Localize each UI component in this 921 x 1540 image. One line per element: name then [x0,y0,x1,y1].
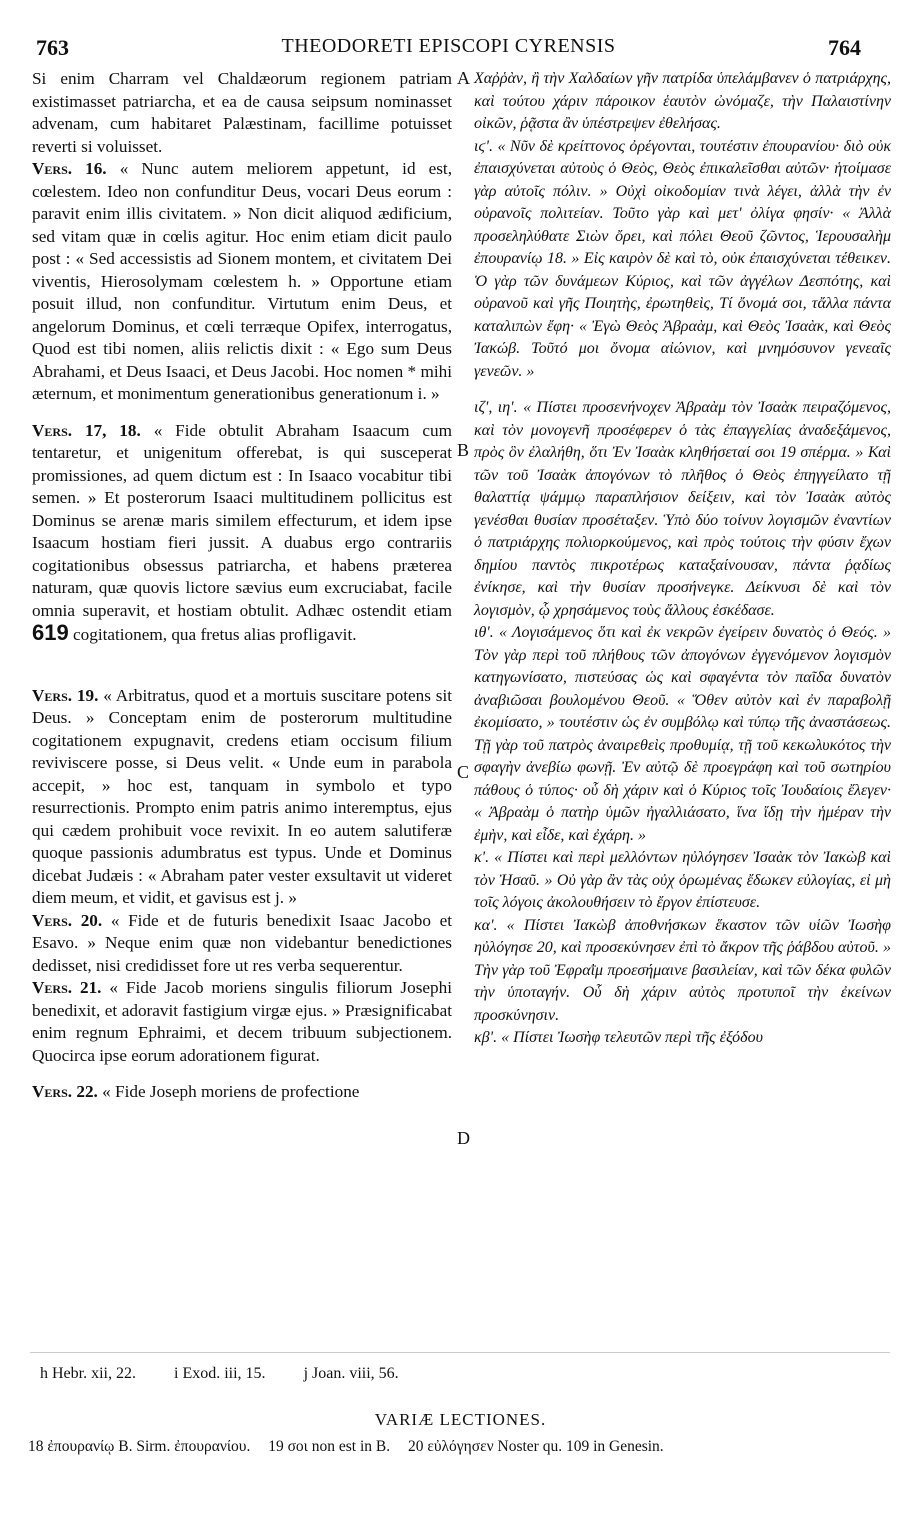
greek-paragraph: ιθ'. « Λογισάμενος ὅτι καὶ ἐκ νεκρῶν ἐγείρειν δυνατὸς ὁ Θεός. » Τὸν γὰρ περὶ τοῦ πλήθους τῶν ἀπογόνων ἐγγενόμενον λογισμὸν κατηγωνίσατο, πιστεύσας ὡς καὶ σφαγέντα τὸν παῖδα δυνατὸν ἀναβιῶσαι βουλομένου Θεοῦ. « Ὅθεν αὐτὸν καὶ ἐν παραβολῇ ἐκομίσατο, » τουτέστιν ὡς ἐν συμβόλῳ καὶ τύπῳ τῆς ἀναστάσεως. Τῇ γὰρ τοῦ πατρὸς ἀναιρεθεὶς προθυμίᾳ, τῇ τοῦ κεκωλυκότος τὴν σφαγὴν ἀνεβίω φωνῇ. Ἐν αὐτῷ δὲ προεγράφη καὶ τοῦ σωτηρίου πάθους ὁ τύπος· οὗ δὴ χάριν καὶ ὁ Κύριος τοῖς Ἰουδαίοις ἔλεγεν· « Ἀβραὰμ ὁ πατὴρ ὑμῶν ἠγαλλιάσατο, ἵνα ἴδῃ τὴν ἡμέραν τὴν ἐμὴν, καὶ εἶδε, καὶ ἐχάρη. » [474,624,891,844]
margin-marker-a: A [457,68,470,88]
running-title: THEODORETI EPISCOPI CYRENSIS [281,35,616,57]
greek-paragraph: Χαῤῥὰν, ἢ τὴν Χαλδαίων γῆν πατρίδα ὑπελάμβανεν ὁ πατριάρχης, καὶ τούτου χάριν πάροικον ἑαυτὸν ὠνόμαζε, τὴν Παλαιστίνην οἰκῶν, ῥᾷστα ἂν ὑπέστρεψεν ἐθελήσας. [474,70,891,132]
footnote-j: j Joan. viii, 56. [303,1365,399,1382]
margin-marker-c: C [457,762,470,782]
variae-lectiones-title: VARIÆ LECTIONES. [374,1410,547,1429]
footnote-h: h Hebr. xii, 22. [40,1365,136,1382]
greek-column [474,68,891,1050]
latin-paragraph: Si enim Charram vel Chaldæorum regionem patriam existimasset patriarcha, et ea de causa seipsum nominasset advenam, cum habitaret Palæstinam, facillime potuisset reverti si voluisset. [32,69,452,156]
verse-label: Vers. 20. [32,910,103,930]
latin-paragraph: « Fide Joseph moriens de profectione [102,1082,360,1101]
latin-paragraph: « Fide Jacob moriens singulis filiorum Josephi benedixit, et adoravit fastigium virgæ ejus. » Præsignificabat enim regnum Ephraimi, et decem tribuum subjectionem. Quocirca ipse eorum adorationem figurat. [32,978,452,1065]
verse-label: Vers. 16. [32,159,107,178]
latin-paragraph: « Fide et de futuris benedixit Isaac Jacobo et Esavo. » Neque enim quæ non videbantur benedictiones dedisset, nisi credidisset fore ut res verba sequerentur. [32,910,452,975]
verse-label: Vers. 19. [32,685,99,705]
footnote-divider [30,1352,890,1353]
greek-paragraph: ιζ', ιη'. « Πίστει προσενήνοχεν Ἀβραὰμ τὸν Ἰσαὰκ πειραζόμενος, καὶ τὸν μονογενῆ προσέφερεν ὁ τὰς ἐπαγγελίας ἀναδεξάμενος, πρὸς ὃν ἐλαλήθη, ὅτι Ἐν Ἰσαὰκ κληθήσεταί σοι 19 σπέρμα. » Καὶ τῶν τοῦ Ἰσαὰκ ἀπογόνων τὸ πλῆθος ὁ Θεὸς ἐπηγγείλατο τῇ θαλαττίᾳ ψάμμῳ παραπλήσιον δείξειν, καὶ τὸν Ἰσαὰκ αὐτὸς γενέσθαι θυσίαν προσέταξεν. Ὑπὸ δύο τοίνυν λογισμῶν ἐναντίων ὁ πατριάρχης πολιορκούμενος, καὶ πρὸς τούτοις τὴν φύσιν ἔχων δημίου παντὸς πικροτέρως καταξαίνουσαν, πάντα ῥᾳδίως ἐνίκησε, καὶ τὴν θυσίαν προσήνεγκε. Δείκνυσι δὲ καὶ τὸν λογισμὸν, ᾧ χρησάμενος τοὺς ἄλλους ἐσκέδασε. [474,399,891,619]
margin-marker-b: B [457,440,470,460]
variant-19: 19 σοι non est in B. [268,1438,391,1455]
page-header [36,35,861,65]
latin-paragraph: « Arbitratus, quod et a mortuis suscitare potens sit Deus. » Conceptam enim de posterorum multitudine cogitationem expugnavit, credens etiam occisum filium reviviscere posse, si Deus velit. « Unde eum in parabola accepit, » hoc est, tanquam in symbolo et typo resurrectionis. Prompto enim patris animo interemptus, ejus qui cædem prohibuit voce revixit. In eo autem salutiferæ quoque passionis adumbratus est typus. Unde et Dominus dicebat Judæis : « Abraham pater vester exsultavit ut videret diem meum, et vidit, et gavisus est j. » [32,685,452,907]
page-number-right: 764 [828,35,861,60]
verse-label: Vers. 22. [32,1082,98,1101]
column-number-619: 619 [32,620,69,645]
latin-paragraph: « Nunc autem meliorem appetunt, id est, cœlestem. Ideo non confunditur Deus, vocari Deus eorum : paravit enim illis civitatem. » Non dicit aliquod ædificium, sed vitam quæ in cœlis agitur. Hoc enim etiam dicit paulo post : « Sed accessistis ad Sionem montem, et civitatem Dei viventis, Hierosolymam cœlestem h. » Opportune etiam posuit illud, non confunditur. Virtutum enim Deus, et angelorum Dominus, et cœli terræque Opifex, interrogatus, Quod est tibi nomen, aliis relictis dixit : « Ego sum Deus Abrahami, et Deus Isaaci, et Deus Jacobi. Hoc nomen * mihi æternum, et monimentum generationibus generationum i. » [32,159,453,403]
greek-paragraph: ιϛ'. « Νῦν δὲ κρείττονος ὀρέγονται, τουτέστιν ἐπουρανίου· διὸ οὐκ ἐπαισχύνεται αὐτοὺς ὁ Θεὸς, Θεὸς ἐπικαλεῖσθαι αὐτῶν· ἡτοίμασε γὰρ αὐτοῖς πόλιν. » Οὐχὶ οἰκοδομίαν τινὰ λέγει, ἀλλὰ τὴν ἐν οὐρανοῖς πολιτείαν. Τοῦτο γὰρ καὶ μετ' ὀλίγα φησίν· « Ἀλλὰ προσεληλύθατε Σιὼν ὄρει, καὶ πόλει Θεοῦ ζῶντος, Ἱερουσαλὴμ ἐπουρανίῳ 18. » Εἰς καιρὸν δὲ καὶ τὸ, οὐκ ἐπαισχύνεται τέθεικεν. Ὁ γὰρ τῶν δυνάμεων Κύριος, καὶ τῶν ἀγγέλων Δεσπότης, καὶ οὐρανοῦ καὶ γῆς Ποιητὴς, ἐρωτηθεὶς, Τί ὄνομά σοι, τἄλλα πάντα καταλιπὼν ἔφη· « Ἐγὼ Θεὸς Ἀβραὰμ, καὶ Θεὸς Ἰσαὰκ, καὶ Θεὸς Ἰακώβ. Τοῦτό μοι ὄνομα αἰώνιον, καὶ μνημόσυνον γενεαῖς γενεῶν. » [474,137,891,380]
variae-lectiones [28,1438,898,1456]
page-number-left: 763 [36,35,69,60]
latin-paragraph: cogitationem, qua fretus alias profligavit. [73,625,357,644]
footnotes [40,1365,860,1383]
variant-18: 18 ἐπουρανίῳ B. Sirm. ἐπουρανίου. [28,1438,251,1455]
verse-label: Vers. 17, 18. [32,420,141,440]
greek-paragraph: κ'. « Πίστει καὶ περὶ μελλόντων ηὐλόγησεν Ἰσαὰκ τὸν Ἰακὼβ καὶ τὸν Ἠσαῦ. » Οὐ γὰρ ἂν τὰς οὐχ ὁρωμένας ἔδωκεν εὐλογίας, εἰ μὴ τοῖς λόγοις ἀκολουθήσειν τὸ ἔργον ἐπίστευσε. [474,849,891,911]
variant-20: 20 εὐλόγησεν Noster qu. 109 in Genesin. [407,1438,664,1455]
latin-paragraph: « Fide obtulit Abraham Isaacum cum tentaretur, et unigenitum offerebat, is qui susceperat promissiones, ad quem dictum est : In Isaaco vocabitur tibi semen. » Et posterorum Isaaci multitudinem pollicitus est Dominus se arenæ maris similem effecturum, et idem ipse Isaacum hostiam fieri jussit. A duabus ergo contrariis cogitationibus obsessus patriarcha, et habens præterea naturam, quæ quovis lictore sævius eum excruciabat, facile omnia superavit, et hostiam obtulit. Adhæc ostendit etiam [32,420,452,620]
margin-marker-d: D [457,1128,470,1148]
greek-paragraph: κβ'. « Πίστει Ἰωσὴφ τελευτῶν περὶ τῆς ἐξόδου [474,1029,763,1046]
latin-column [32,68,452,1104]
footnote-i: i Exod. iii, 15. [174,1365,266,1382]
greek-paragraph: κα'. « Πίστει Ἰακὼβ ἀποθνήσκων ἕκαστον τῶν υἱῶν Ἰωσὴφ ηὐλόγησε 20, καὶ προσεκύνησεν ἐπὶ τὸ ἄκρον τῆς ῥάβδου αὐτοῦ. » Τὴν γὰρ τοῦ Ἐφραῒμ προεσήμαινε βασιλείαν, καὶ τῶν δέκα φυλῶν τὴν ὑποταγήν. Οὗ δὴ χάριν αὐτὸς προτυποῖ τὴν ἐκείνων προσκύνησιν. [474,916,891,1024]
verse-label: Vers. 21. [32,978,102,997]
